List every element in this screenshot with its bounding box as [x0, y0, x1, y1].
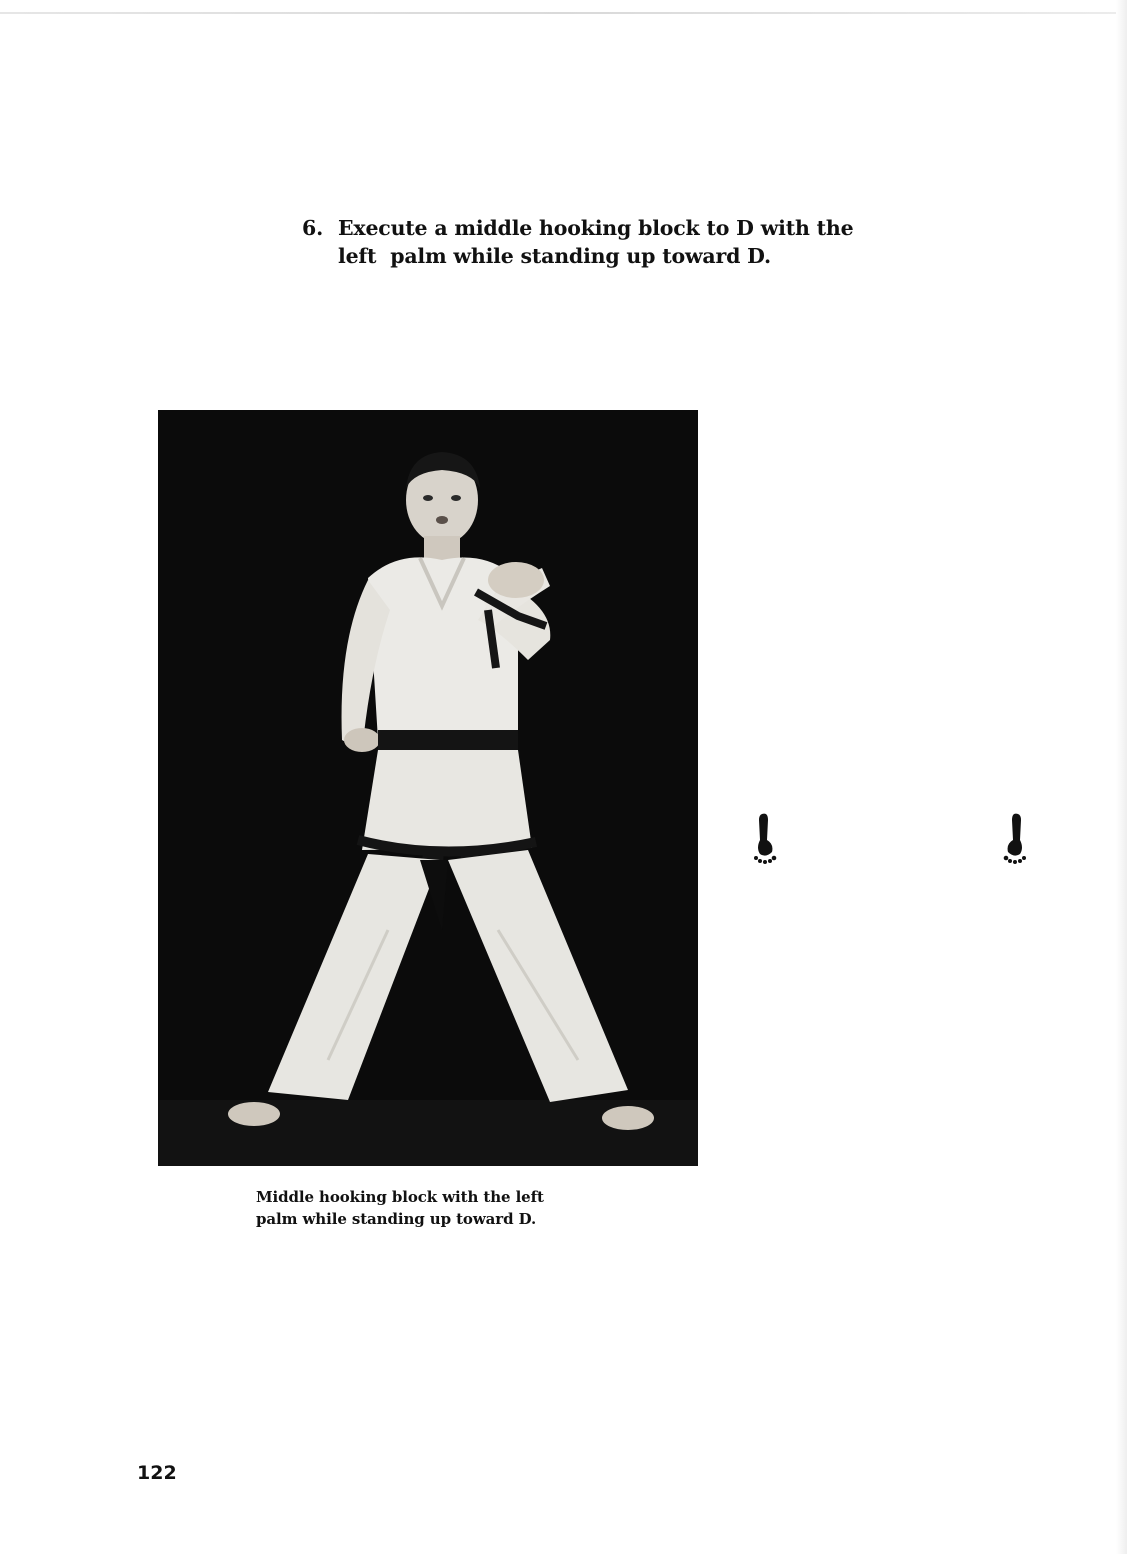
right-footprint-icon	[1002, 810, 1028, 868]
technique-photo	[158, 410, 698, 1166]
instruction-line-1: Execute a middle hooking block to D with the	[338, 216, 854, 240]
caption-line-2: palm while standing up toward D.	[256, 1210, 537, 1228]
instruction-line-2: left palm while standing up toward D.	[338, 244, 771, 268]
caption-line-1: Middle hooking block with the left	[256, 1188, 544, 1206]
scan-edge-right	[1116, 0, 1127, 1554]
step-number: 6.	[302, 216, 324, 240]
photo-caption	[256, 1186, 656, 1230]
left-footprint-icon	[752, 810, 778, 868]
instruction-text	[302, 214, 922, 270]
page-number: 122	[137, 1462, 177, 1484]
scan-edge-top	[0, 12, 1127, 14]
